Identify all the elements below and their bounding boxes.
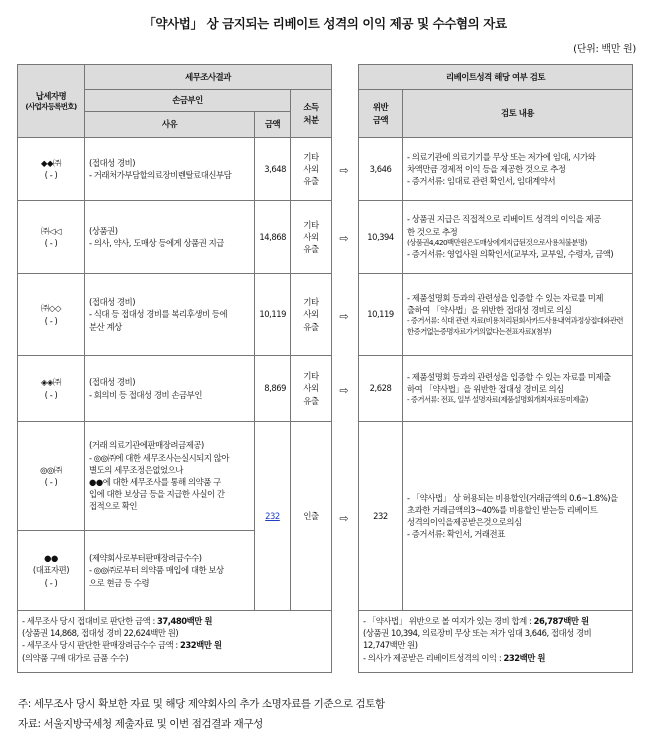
audit-result-table bbox=[17, 64, 332, 673]
table-row bbox=[18, 274, 332, 356]
summary-row bbox=[18, 611, 332, 673]
taxpayer-name: ◈◈㈜ ( - ) bbox=[18, 356, 85, 422]
taxpayer-name: ◆◆㈜ ( - ) bbox=[18, 138, 85, 201]
amount-header: 금액 bbox=[255, 112, 291, 138]
review-content: - 제품설명회 등과의 관련성을 입증할 수 있는 자료를 미제 출하여 「약사법」을 위반한 접대성 경비로 의심 - 증거서류: 식대 관련 자료(비용처리된회사카드사용내역과정상접대와관련 한증거없는증명자료가거의없다는전표자료)(첨부) bbox=[403, 274, 633, 356]
review-content-header: 검토 내용 bbox=[403, 90, 633, 138]
source-note: 자료: 서울지방국세청 제출자료 및 이번 점검결과 재구성 bbox=[18, 718, 263, 730]
violation-amount: 3,646 bbox=[359, 138, 403, 201]
disposal-cell: 기타 사외 유출 bbox=[291, 138, 332, 201]
reason-cell: (접대성 경비) - 거래처가부담할의료장비렌탈료대신부담 bbox=[85, 138, 255, 201]
amount-cell: 3,648 bbox=[255, 138, 291, 201]
amount-link[interactable]: 232 bbox=[265, 510, 280, 521]
document-title: 「약사법」 상 금지되는 리베이트 성격의 이익 제공 및 수수혐의 자료 bbox=[143, 16, 507, 31]
table-row bbox=[18, 138, 332, 201]
table-row bbox=[18, 201, 332, 274]
disposal-cell: 기타 사외 유출 bbox=[291, 201, 332, 274]
summary-left: - 세무조사 당시 접대비로 판단한 금액 : 37,480백만 원 (상품권 14,868, 접대성 경비 22,624백만 원) - 세무조사 당시 판단한 판매장려금수수 금액 : 232백만 원 (의약품 구매 대가로 금품 수수) bbox=[18, 611, 332, 673]
review-content: - 제품설명회 등과의 관련성을 입증할 수 있는 자료를 미제출 하여 「약사법」을 위반한 접대성 경비로 의심 - 증거서류: 전표, 일부 설명자료(제품설명회개최자료등미제출) bbox=[403, 356, 633, 422]
amount-cell[interactable] bbox=[255, 422, 291, 611]
audit-result-header: 세무조사결과 bbox=[85, 65, 332, 90]
arrow-right-icon: ⇨ bbox=[339, 310, 349, 323]
taxpayer-name: ㈜◇◇ ( - ) bbox=[18, 274, 85, 356]
arrow-right-icon: ⇨ bbox=[339, 384, 349, 397]
reason-cell: (접대성 경비) - 회의비 등 접대성 경비 손금부인 bbox=[85, 356, 255, 422]
review-content: - 상품권 지급은 직접적으로 리베이트 성격의 이익을 제공 한 것으로 추정 (상품권4,420백만원은도매상에게지급된것으로사용처불분명) - 증거서류: 영업사원 의확인서(교부자, 교부일, 수령자, 금액) bbox=[403, 201, 633, 274]
loss-denial-header: 손금부인 bbox=[85, 90, 291, 112]
amount-cell: 8,869 bbox=[255, 356, 291, 422]
reason-cell: (상품권) - 의사, 약사, 도매상 등에게 상품권 지급 bbox=[85, 201, 255, 274]
table-row bbox=[359, 422, 633, 611]
table-row bbox=[18, 356, 332, 422]
rebate-review-table bbox=[358, 64, 633, 673]
reason-cell: (거래 의료기관에판매장려금제공) - ◎◎㈜에 대한 세무조사는실시되지 않아 별도의 세무조정은없었으나 ●●에 대한 세무조사를 통해 의약품 구 입에 대한 보상금 등을 지급한 사실이 간 접적으로 확인 bbox=[85, 422, 255, 531]
violation-amount: 232 bbox=[359, 422, 403, 611]
disposal-header: 소득 처분 bbox=[291, 90, 332, 138]
table-row bbox=[18, 422, 332, 531]
arrow-right-icon: ⇨ bbox=[339, 164, 349, 177]
amount-cell: 10,119 bbox=[255, 274, 291, 356]
arrow-right-icon: ⇨ bbox=[339, 512, 349, 525]
reason-header: 사유 bbox=[85, 112, 255, 138]
table-row bbox=[359, 356, 633, 422]
violation-amount: 2,628 bbox=[359, 356, 403, 422]
disposal-cell: 기타 사외 유출 bbox=[291, 274, 332, 356]
amount-cell: 14,868 bbox=[255, 201, 291, 274]
reason-cell: (접대성 경비) - 식대 등 접대성 경비를 복리후생비 등에 분산 계상 bbox=[85, 274, 255, 356]
review-header: 리베이트성격 해당 여부 검토 bbox=[359, 65, 633, 90]
unit-label: (단위: 백만 원) bbox=[573, 44, 636, 55]
taxpayer-name: ●● (대표자편) ( - ) bbox=[18, 531, 85, 611]
footnote: 주: 세무조사 당시 확보한 자료 및 해당 제약회사의 추가 소명자료를 기준으로 검토함 bbox=[18, 698, 385, 710]
arrow-right-icon: ⇨ bbox=[339, 232, 349, 245]
review-content: - 의료기관에 의료기기를 무상 또는 저가에 임대, 시가와 차액만큼 경제적 이익 등을 제공한 것으로 추정 - 증거서류: 임대료 관련 확인서, 임대계약서 bbox=[403, 138, 633, 201]
reason-cell: (제약회사로부터판매장려금수수) - ◎◎㈜로부터 의약품 매입에 대한 보상 으로 현금 등 수령 bbox=[85, 531, 255, 611]
disposal-cell: 기타 사외 유출 bbox=[291, 356, 332, 422]
summary-right: - 「약사법」 위반으로 볼 여지가 있는 경비 합계 : 26,787백만 원 (상품권 10,394, 의료장비 무상 또는 저가 임대 3,646, 접대성 경비 12,747백만 원) - 의사가 제공받은 리베이트성격의 이익 : 232백만 원 bbox=[359, 611, 633, 673]
taxpayer-header: 납세자명 (사업자등록번호) bbox=[18, 65, 85, 138]
table-row bbox=[359, 138, 633, 201]
violation-amount: 10,119 bbox=[359, 274, 403, 356]
taxpayer-name: ◎◎㈜ ( - ) bbox=[18, 422, 85, 531]
summary-row bbox=[359, 611, 633, 673]
table-row bbox=[359, 201, 633, 274]
taxpayer-name: ㈜◁◁ ( - ) bbox=[18, 201, 85, 274]
violation-amount: 10,394 bbox=[359, 201, 403, 274]
table-row bbox=[359, 274, 633, 356]
disposal-cell: 인출 bbox=[291, 422, 332, 611]
violation-amount-header: 위반 금액 bbox=[359, 90, 403, 138]
review-content: - 「약사법」 상 허용되는 비용할인(거래금액의 0.6~1.8%)을 초과한 거래금액의3~40%를 비용할인 받는등 리베이트 성격의이익을제공받은것으로의심 - 증거서류: 확인서, 거래전표 bbox=[403, 422, 633, 611]
